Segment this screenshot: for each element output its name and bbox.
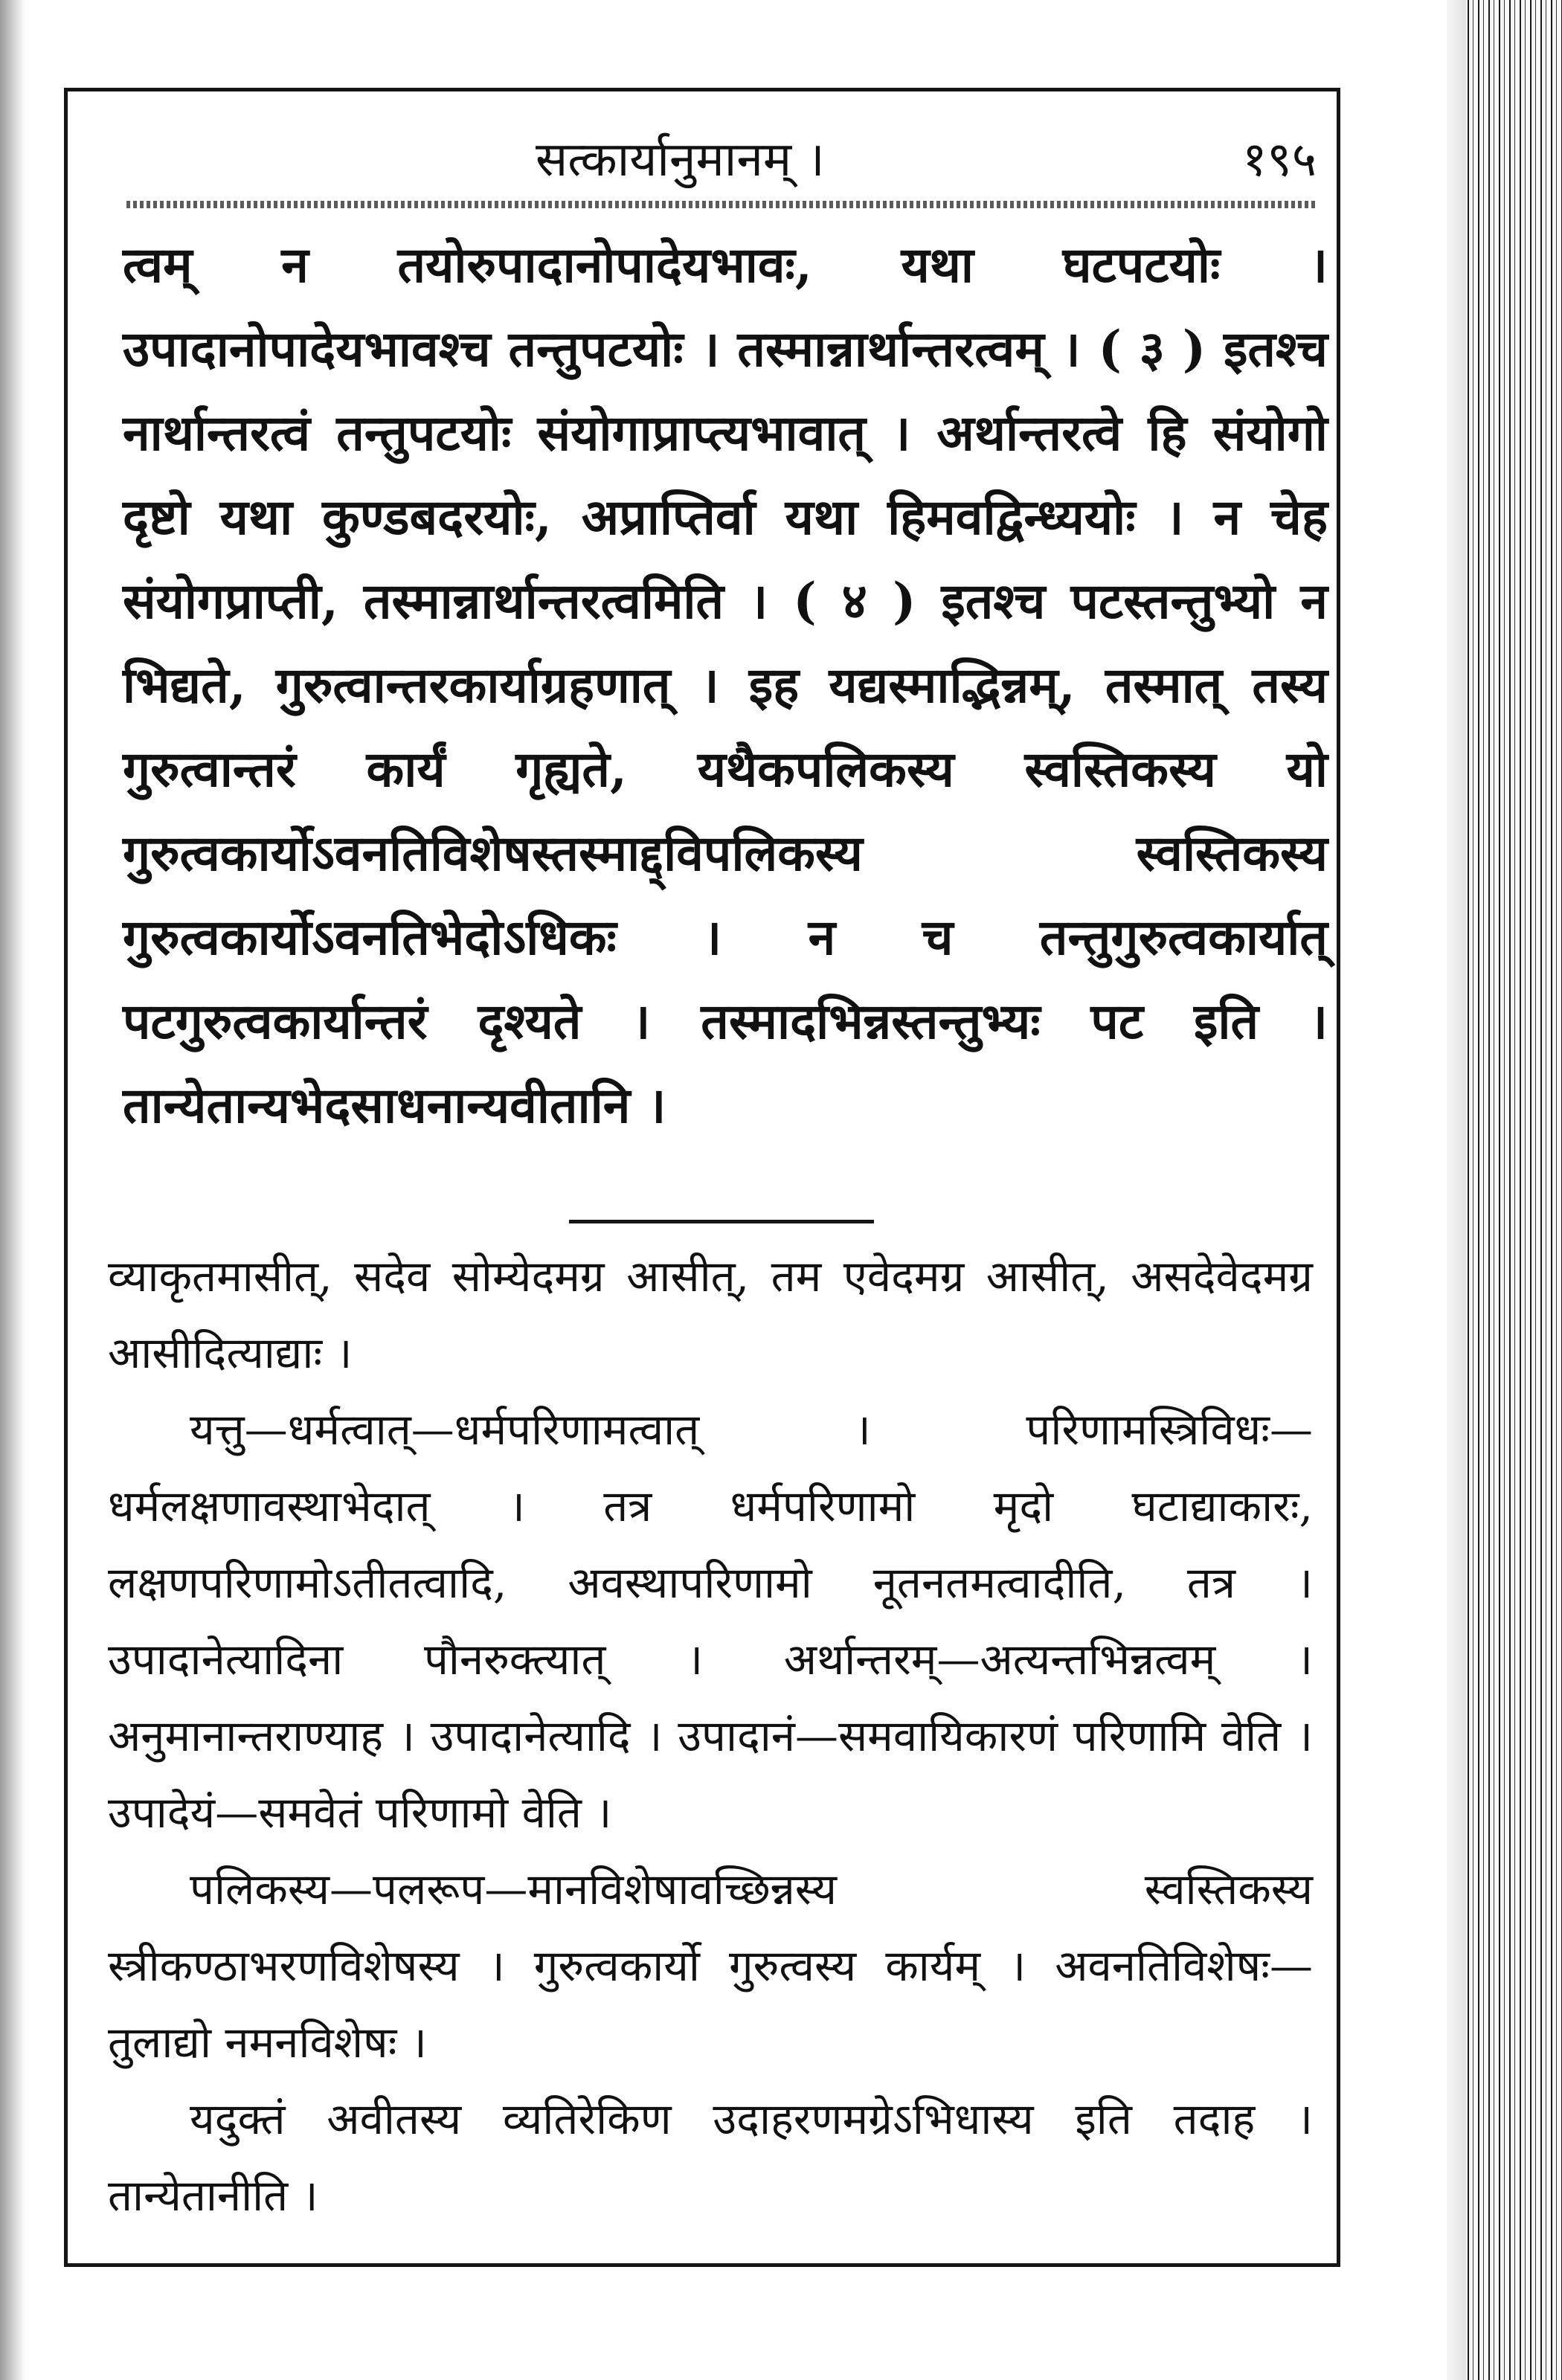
section-divider xyxy=(569,1220,874,1223)
page-number: १९५ xyxy=(1242,132,1317,187)
commentary-block xyxy=(108,1238,1313,2234)
header-rule xyxy=(126,201,1317,208)
main-text-block xyxy=(123,223,1328,1148)
page-header xyxy=(89,119,1324,201)
main-paragraph: त्वम् न तयोरुपादानोपादेयभावः, यथा घटपटयोः । उपादानोपादेयभावश्च तन्तुपटयोः । तस्मान्नार्थान्तरत्वम् । ( ३ ) इतश्च नार्थान्तरत्वं तन्तुपटयोः संयोगाप्राप्त्यभावात् । अर्थान्तरत्वे हि संयोगो दृष्टो यथा कुण्डबदरयोः, अप्राप्तिर्वा यथा हिमवद्विन्ध्ययोः । न चेह संयोगप्राप्ती, तस्मान्नार्थान्तरत्वमिति । ( ४ ) इतश्च पटस्तन्तुभ्यो न भिद्यते, गुरुत्वान्तरकार्याग्रहणात् । इह यद्यस्माद्भिन्नम्, तस्मात् तस्य गुरुत्वान्तरं कार्यं गृह्यते, यथैकपलिकस्य स्वस्तिकस्य यो गुरुत्वकार्योऽवनतिविशेषस्तस्माद्द्विपलिकस्य स्वस्तिकस्य गुरुत्वकार्योऽवनतिभेदोऽधिकः । न च तन्तुगुरुत्वकार्यात् पटगुरुत्वकार्यान्तरं दृश्यते । तस्मादभिन्नस्तन्तुभ्यः पट इति । तान्येतान्यभेदसाधनान्यवीतानि । xyxy=(123,236,1328,1134)
commentary-paragraph-2: यत्तु—धर्मत्वात्—धर्मपरिणामत्वात् । परिणामस्त्रिविधः—धर्मलक्षणावस्थाभेदात् । तत्र धर्मपरिणामो मृदो घटाद्याकारः, लक्षणपरिणामोऽतीतत्वादि, अवस्थापरिणामो नूतनतमत्वादीति, तत्र । उपादानेत्यादिना पौनरुक्त्यात् । अर्थान्तरम्—अत्यन्तभिन्नत्वम् । अनुमानान्तराण्याह । उपादानेत्यादि । उपादानं—समवायिकारणं परिणामि वेति । उपादेयं—समवेतं परिणामो वेति । xyxy=(108,1404,1313,1838)
commentary-paragraph-4: यदुक्तं अवीतस्य व्यतिरेकिण उदाहरणमग्रेऽभिधास्य इति तदाह । तान्येतानीति । xyxy=(108,2094,1313,2221)
running-title: सत्कार्यानुमानम् । xyxy=(536,132,825,187)
commentary-paragraph-3: पलिकस्य—पलरूप—मानविशेषावच्छिन्नस्य स्वस्तिकस्य स्त्रीकण्ठाभरणविशेषस्य । गुरुत्वकार्यो गुरुत्वस्य कार्यम् । अवनतिविशेषः—तुलाद्यो नमनविशेषः । xyxy=(108,1864,1313,2068)
commentary-paragraph-1: व्याकृतमासीत्, सदेव सोम्येदमग्र आसीत्, तम एवेदमग्र आसीत्, असदेवेदमग्र आसीदित्याद्याः । xyxy=(108,1251,1313,1378)
book-page-edges xyxy=(1447,0,1562,2380)
page-left-shadow xyxy=(0,0,25,2380)
